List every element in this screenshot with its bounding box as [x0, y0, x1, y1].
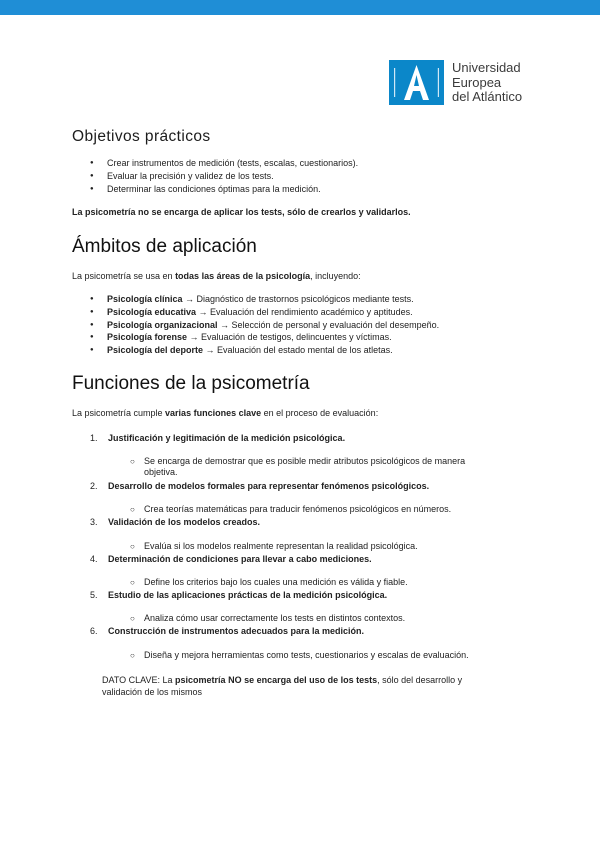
- funcion-sub-4: ○ Define los criterios bajo los cuales una medición es válida y fiable.: [130, 577, 408, 587]
- funcion-sub-1: ○ Se encarga de demostrar que es posible medir atributos psicológicos de manera objetiva.: [130, 456, 466, 477]
- funcion-sub-6: ○ Diseña y mejora herramientas como tests, cuestionarios y escalas de evaluación.: [130, 650, 469, 660]
- funciones-intro: La psicometría cumple varias funciones clave en el proceso de evaluación:: [72, 408, 379, 418]
- funcion-sub-5: ○ Analiza cómo usar correctamente los tests en distintos contextos.: [130, 613, 406, 623]
- list-item: ● Psicología organizacional → Selección de personal y evaluación del desempeño.: [90, 319, 439, 332]
- list-item: ● Psicología educativa → Evaluación del rendimiento académico y aptitudes.: [90, 306, 439, 319]
- funcion-sub-3: ○ Evalúa si los modelos realmente representan la realidad psicológica.: [130, 541, 418, 551]
- objetivos-note: La psicometría no se encarga de aplicar los tests, sólo de crearlos y validarlos.: [72, 207, 411, 217]
- ambitos-list: [90, 293, 439, 357]
- university-logo: [389, 60, 539, 106]
- logo-wordmark: [452, 61, 522, 105]
- funcion-item-5: 5. Estudio de las aplicaciones prácticas de la medición psicológica.: [90, 590, 388, 600]
- list-item: ● Psicología clínica → Diagnóstico de trastornos psicológicos mediante tests.: [90, 293, 439, 306]
- funcion-item-1: 1. Justificación y legitimación de la medición psicológica.: [90, 433, 346, 443]
- dato-clave: DATO CLAVE: La psicometría NO se encarga del uso de los tests, sólo del desarrollo y validación de los mismos: [102, 675, 463, 697]
- ambitos-intro: La psicometría se usa en todas las áreas de la psicología, incluyendo:: [72, 271, 361, 281]
- section-title-objetivos: Objetivos prácticos: [72, 128, 211, 145]
- list-item: ● Psicología forense → Evaluación de testigos, delincuentes y víctimas.: [90, 331, 439, 344]
- funcion-item-6: 6. Construcción de instrumentos adecuados para la medición.: [90, 626, 365, 636]
- section-title-funciones: Funciones de la psicometría: [72, 373, 310, 394]
- funcion-item-4: 4. Determinación de condiciones para llevar a cabo mediciones.: [90, 554, 372, 564]
- funcion-item-3: 3. Validación de los modelos creados.: [90, 517, 261, 527]
- section-title-ambitos: Ámbitos de aplicación: [72, 236, 257, 257]
- logo-line-3: del Atlántico: [452, 89, 523, 104]
- top-accent-bar: [0, 0, 600, 15]
- list-item: ● Psicología del deporte → Evaluación del estado mental de los atletas.: [90, 344, 439, 357]
- logo-line-2: Europea: [452, 74, 502, 90]
- logo-mark-icon: [389, 60, 444, 105]
- funcion-sub-2: ○ Crea teorías matemáticas para traducir fenómenos psicológicos en números.: [130, 504, 452, 514]
- list-item: ● Determinar las condiciones óptimas para la medición.: [90, 183, 358, 196]
- objetivos-list: [90, 157, 358, 195]
- funcion-item-2: 2. Desarrollo de modelos formales para representar fenómenos psicológicos.: [90, 481, 430, 491]
- list-item: ● Evaluar la precisión y validez de los tests.: [90, 170, 358, 183]
- logo-line-1: Universidad: [452, 60, 521, 75]
- list-item: ● Crear instrumentos de medición (tests, escalas, cuestionarios).: [90, 157, 358, 170]
